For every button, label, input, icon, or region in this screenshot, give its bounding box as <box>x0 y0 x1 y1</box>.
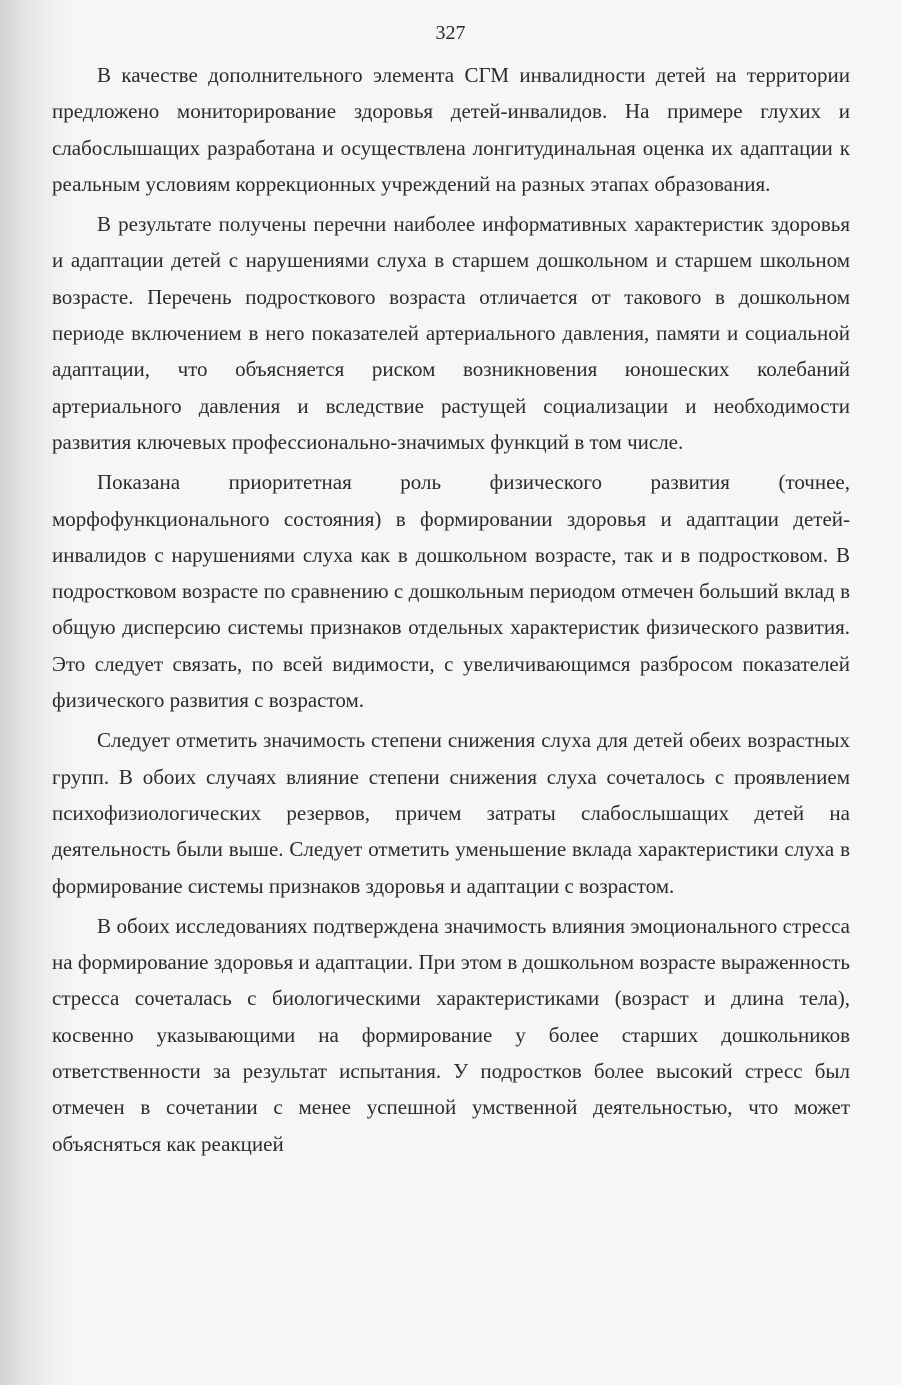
paragraph-3: Показана приоритетная роль физического развития (точнее, морфофункционального состояния) в формировании здоровья и адаптации детей-инвалидов с нарушениями слуха как в дошкольном возрасте, так и в подростковом. В подростковом возрасте по сравнению с дошкольным периодом отмечен больший вклад в общую дисперсию системы признаков отдельных характеристик физического развития. Это следует связать, по всей видимости, с увеличивающимся разбросом показателей физического развития с возрастом. <box>52 470 850 713</box>
text-body <box>52 57 850 1162</box>
paragraph-1: В качестве дополнительного элемента СГМ инвалидности детей на территории предложено мониторирование здоровья детей-инвалидов. На примере глухих и слабослышащих разработана и осуществлена лонгитудинальная оценка их адаптации к реальным условиям коррекционных учреждений на разных этапах образования. <box>52 63 850 196</box>
paragraph-4: Следует отметить значимость степени снижения слуха для детей обеих возрастных групп. В обоих случаях влияние степени снижения слуха сочеталось с проявлением психофизиологических резервов, причем затраты слабослышащих детей на деятельность были выше. Следует отметить уменьшение вклада характеристики слуха в формирование системы признаков здоровья и адаптации с возрастом. <box>52 728 850 898</box>
page-number: 327 <box>435 22 466 44</box>
paragraph-2: В результате получены перечни наиболее информативных характеристик здоровья и адаптации детей с нарушениями слуха в старшем дошкольном и старшем школьном возрасте. Перечень подросткового возраста отличается от такового в дошкольном периоде включением в него показателей артериального давления, памяти и социальной адаптации, что объясняется риском возникновения юношеских колебаний артериального давления и вследствие растущей социализации и необходимости развития ключевых профессионально-значимых функций в том числе. <box>52 212 850 454</box>
paragraph-5: В обоих исследованиях подтверждена значимость влияния эмоционального стресса на формирование здоровья и адаптации. При этом в дошкольном возрасте выраженность стресса сочеталась с биологическими характеристиками (возраст и длина тела), косвенно указывающими на формирование у более старших дошкольников ответственности за результат испытания. У подростков более высокий стресс был отмечен в сочетании с менее успешной умственной деятельностью, что может объясняться как реакцией <box>52 913 850 1156</box>
